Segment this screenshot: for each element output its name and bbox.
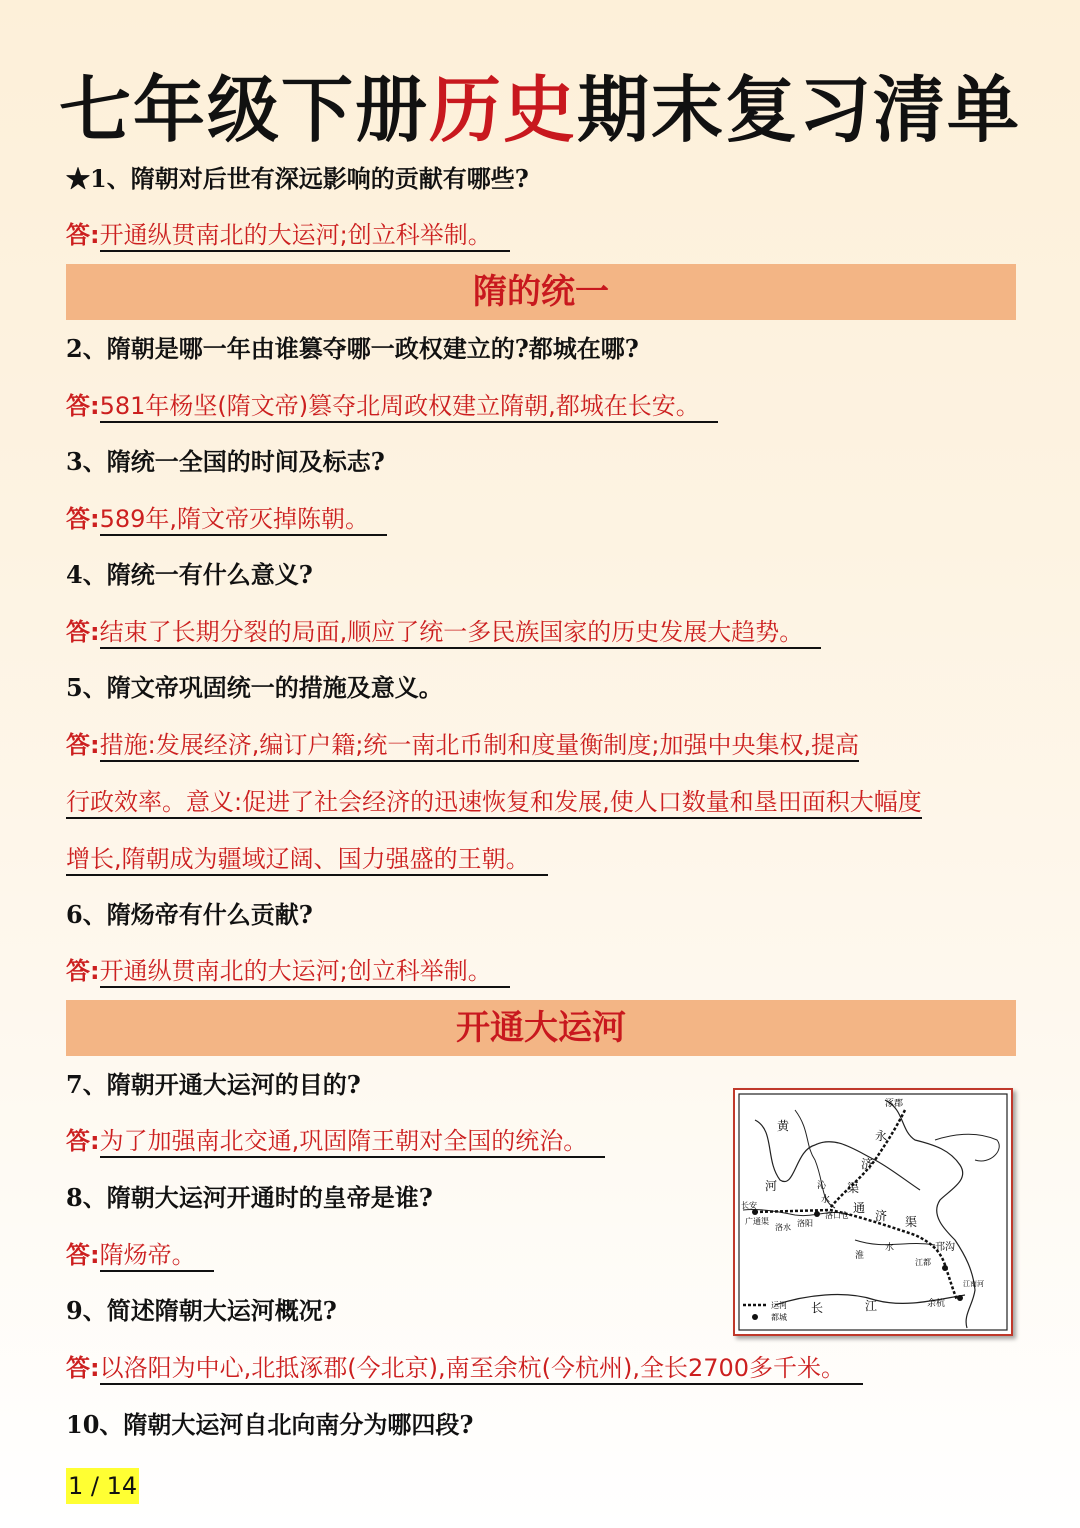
map-label-qu: 渠 bbox=[847, 1181, 860, 1195]
map-label-jiangnan: 江南河 bbox=[963, 1280, 984, 1288]
answer-prefix: 答: bbox=[66, 731, 100, 759]
answer-text: 589年,隋文帝灭掉陈朝。 bbox=[100, 505, 387, 536]
answer-line-2: 行政效率。意义:促进了社会经济的迅速恢复和发展,使人口数量和垦田面积大幅度 bbox=[66, 788, 922, 819]
map-legend-capital: 都城 bbox=[771, 1313, 787, 1322]
answer-prefix: 答: bbox=[66, 221, 100, 249]
map-drawing bbox=[735, 1090, 1011, 1334]
map-label-zhuojun: 涿郡 bbox=[885, 1099, 904, 1109]
answer-text: 结束了长期分裂的局面,顺应了统一多民族国家的历史发展大趋势。 bbox=[100, 618, 822, 649]
answer-line-3: 增长,隋朝成为疆域辽阔、国力强盛的王朝。 bbox=[66, 845, 548, 876]
title-highlight: 历史 bbox=[428, 68, 577, 152]
map-label-he: 河 bbox=[765, 1179, 778, 1193]
map-label-tong: 通 bbox=[853, 1201, 866, 1215]
answer-prefix: 答: bbox=[66, 505, 100, 533]
answer-text: 为了加强南北交通,巩固隋王朝对全国的统治。 bbox=[100, 1127, 606, 1158]
answer-text: 开通纵贯南北的大运河;创立科举制。 bbox=[100, 221, 510, 252]
question-1: ★1、隋朝对后世有深远影响的贡献有哪些? bbox=[66, 164, 529, 193]
map-label-hangou: 邗沟 bbox=[935, 1242, 955, 1253]
answer-prefix: 答: bbox=[66, 1354, 100, 1382]
map-label-luoshui: 洛水 bbox=[775, 1223, 791, 1232]
map-label-luoyang: 洛阳 bbox=[797, 1219, 813, 1228]
answer-8 bbox=[66, 1238, 214, 1272]
answer-prefix: 答: bbox=[66, 1127, 100, 1155]
answer-9 bbox=[66, 1351, 863, 1385]
answer-prefix: 答: bbox=[66, 392, 100, 420]
answer-4 bbox=[66, 615, 821, 649]
map-label-jiang: 江 bbox=[865, 1299, 878, 1313]
map-label-shui2: 水 bbox=[885, 1243, 895, 1253]
title-part2: 期末复习清单 bbox=[577, 68, 1022, 152]
map-label-luokoucang: 洛口仓 bbox=[825, 1211, 849, 1220]
section-header-grand-canal: 开通大运河 bbox=[66, 1000, 1016, 1056]
answer-text: 开通纵贯南北的大运河;创立科举制。 bbox=[100, 957, 510, 988]
answer-1 bbox=[66, 218, 510, 252]
answer-prefix: 答: bbox=[66, 957, 100, 985]
question-10: 10、隋朝大运河自北向南分为哪四段? bbox=[66, 1410, 474, 1439]
question-6: 6、隋炀帝有什么贡献? bbox=[66, 900, 313, 929]
answer-line-1: 措施:发展经济,编订户籍;统一南北币制和度量衡制度;加强中央集权,提高 bbox=[100, 731, 860, 762]
question-3: 3、隋统一全国的时间及标志? bbox=[66, 447, 385, 476]
map-label-jiangdu: 江都 bbox=[915, 1258, 931, 1267]
answer-text: 隋炀帝。 bbox=[100, 1241, 214, 1272]
map-label-huang: 黄 bbox=[777, 1119, 790, 1133]
page-title bbox=[0, 60, 1080, 160]
map-label-qin: 沁 bbox=[817, 1181, 827, 1191]
answer-7 bbox=[66, 1124, 605, 1158]
answer-3 bbox=[66, 502, 387, 536]
answer-text: 以洛阳为中心,北抵涿郡(今北京),南至余杭(今杭州),全长2700多千米。 bbox=[100, 1354, 863, 1385]
question-9: 9、简述隋朝大运河概况? bbox=[66, 1296, 337, 1325]
answer-text: 581年杨坚(隋文帝)篡夺北周政权建立隋朝,都城在长安。 bbox=[100, 392, 718, 423]
map-label-ji: 济 bbox=[861, 1157, 874, 1171]
map-label-chang: 长 bbox=[811, 1301, 824, 1315]
title-part1: 七年级下册 bbox=[58, 68, 429, 152]
question-4: 4、隋统一有什么意义? bbox=[66, 560, 313, 589]
map-label-guangtong: 广通渠 bbox=[745, 1217, 769, 1226]
grand-canal-map bbox=[733, 1088, 1013, 1336]
answer-prefix: 答: bbox=[66, 618, 100, 646]
answer-prefix: 答: bbox=[66, 1241, 100, 1269]
map-label-yuhang: 余杭 bbox=[927, 1299, 946, 1309]
question-2: 2、隋朝是哪一年由谁篡夺哪一政权建立的?都城在哪? bbox=[66, 334, 639, 363]
map-label-shui: 水 bbox=[821, 1195, 831, 1205]
answer-6 bbox=[66, 954, 510, 988]
answer-2 bbox=[66, 389, 718, 423]
question-7: 7、隋朝开通大运河的目的? bbox=[66, 1070, 361, 1099]
map-label-yong: 永 bbox=[875, 1129, 888, 1143]
question-5: 5、隋文帝巩固统一的措施及意义。 bbox=[66, 673, 443, 702]
map-legend-canal: 运河 bbox=[771, 1301, 787, 1310]
map-label-ji2: 济 bbox=[875, 1209, 888, 1223]
map-label-huai: 淮 bbox=[855, 1251, 865, 1261]
page-number: 1 / 14 bbox=[66, 1468, 139, 1504]
map-label-changan: 长安 bbox=[741, 1201, 757, 1210]
section-header-sui-unification: 隋的统一 bbox=[66, 264, 1016, 320]
question-8: 8、隋朝大运河开通时的皇帝是谁? bbox=[66, 1183, 433, 1212]
map-label-qu2: 渠 bbox=[905, 1215, 918, 1229]
